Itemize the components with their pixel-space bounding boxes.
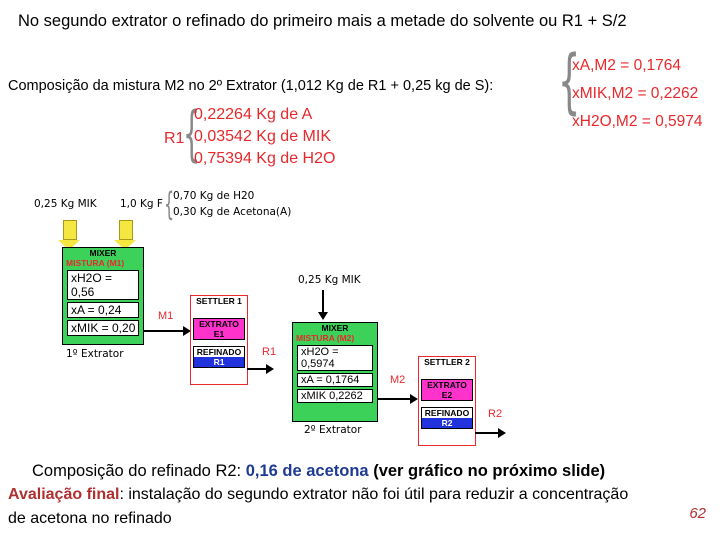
page-number: 62	[689, 505, 706, 522]
stream-r1-label: R1	[262, 346, 277, 358]
mixer-2-caption: 2º Extrator	[304, 424, 362, 436]
settler-2-extract-id: E2	[441, 390, 453, 400]
result-line	[32, 462, 605, 481]
settler-1-head: SETTLER 1	[196, 296, 242, 306]
solvent-2-label: 0,25 Kg MIK	[298, 274, 361, 286]
feed-water-label: 0,70 Kg de H20	[173, 190, 255, 202]
mixer-2-x-mik: xMIK 0,2262	[297, 389, 373, 403]
r1-composition	[194, 104, 335, 170]
final-evaluation-line	[8, 486, 628, 504]
settler-1	[190, 295, 248, 385]
settler-2	[418, 356, 476, 446]
mixer-1-caption: 1º Extrator	[66, 348, 124, 360]
settler-2-head: SETTLER 2	[424, 357, 470, 367]
mixer-1-sub: MISTURA (M1)	[66, 258, 125, 268]
mixer-1-x-h2o: xH2O = 0,56	[67, 270, 139, 300]
result-prefix: Composição do refinado R2:	[32, 462, 246, 480]
stream-r2-label: R2	[488, 408, 503, 420]
feed-mass-label: 1,0 Kg F	[120, 198, 163, 210]
solvent-2-arrow	[322, 290, 328, 320]
mixer-1-x-a: xA = 0,24	[67, 302, 139, 318]
stream-r2-arrowhead	[498, 428, 506, 438]
mixer-1	[62, 247, 144, 345]
settler-1-extract-label: EXTRATO	[199, 319, 239, 329]
result-value: 0,16 de acetona	[245, 462, 369, 480]
settler-1-raffinate-id: R1	[213, 357, 225, 367]
m2-x-h2o: xH2O,M2 = 0,5974	[572, 113, 703, 130]
stream-m2-label: M2	[390, 374, 406, 386]
mixer-2	[292, 322, 378, 422]
stream-r2-line	[475, 432, 499, 434]
mixer-2-sub: MISTURA (M2)	[296, 333, 355, 343]
settler-1-extract-id: E1	[213, 329, 225, 339]
mixer-1-head: MIXER	[89, 248, 117, 258]
r1-composition-label: R1	[164, 130, 185, 147]
stream-m2-line	[377, 398, 411, 400]
settler-2-extract-label: EXTRATO	[427, 380, 467, 390]
settler-2-raffinate-label: REFINADO	[422, 408, 472, 418]
stream-m2-arrowhead	[410, 394, 418, 404]
settler-2-extract	[421, 379, 473, 401]
feed-solvent-label: 0,25 Kg MIK	[34, 198, 97, 210]
solvent-feed-arrow	[58, 220, 80, 250]
result-suffix: (ver gráfico no próximo slide)	[368, 462, 606, 480]
stream-r1-line	[247, 368, 267, 370]
stream-r1-arrowhead	[266, 364, 274, 374]
settler-2-raffinate	[421, 407, 473, 429]
m2-composition	[572, 52, 703, 136]
m2-x-mik: xMIK,M2 = 0,2262	[572, 85, 699, 102]
final-label: Avaliação final	[8, 486, 120, 503]
mixer-1-x-mik: xMIK = 0,20	[67, 320, 139, 336]
settler-1-raffinate	[193, 346, 245, 368]
r1-a: 0,22264 Kg de A	[194, 106, 313, 123]
r1-h2o: 0,75394 Kg de H2O	[194, 150, 336, 167]
stream-m1-line	[143, 330, 183, 332]
stream-m1-label: M1	[158, 310, 174, 322]
slide-title: No segundo extrator o refinado do primeiro mais a metade do solvente ou R1 + S/2	[18, 12, 627, 30]
final-evaluation-line-2: de acetona no refinado	[8, 510, 172, 527]
r1-brace: {	[183, 99, 201, 169]
r1-mik: 0,03542 Kg de MIK	[194, 128, 331, 145]
feed-arrow	[114, 220, 136, 250]
slide-subtitle: Composição da mistura M2 no 2º Extrator (1,012 Kg de R1 + 0,25 kg de S):	[8, 78, 494, 94]
settler-1-raffinate-label: REFINADO	[194, 347, 244, 357]
settler-1-extract	[193, 318, 245, 340]
final-text: : instalação do segundo extrator não foi útil para reduzir a concentração	[119, 486, 629, 503]
mixer-2-x-a: xA = 0,1764	[297, 373, 373, 387]
mixer-2-x-h2o: xH2O = 0,5974	[297, 345, 373, 371]
feed-acetone-label: 0,30 Kg de Acetona(A)	[173, 206, 292, 218]
settler-2-raffinate-id: R2	[441, 418, 453, 428]
mixer-2-head: MIXER	[321, 323, 349, 333]
feed-brace: {	[164, 185, 175, 223]
m2-brace: {	[558, 40, 581, 122]
m2-x-a: xA,M2 = 0,1764	[572, 57, 681, 74]
